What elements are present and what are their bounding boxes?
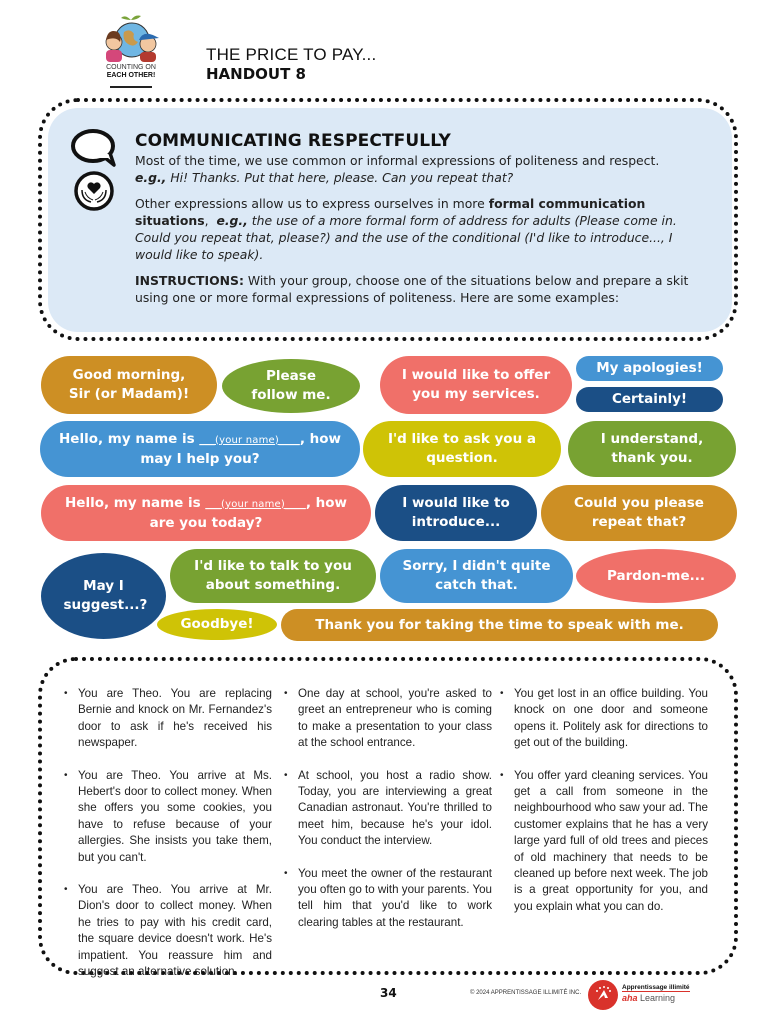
p2-start: Other expressions allow us to express ourselves in more: [135, 196, 485, 211]
expression-goodbye: [157, 609, 277, 640]
p1-eg: e.g.,: [135, 170, 167, 185]
expression-introduce: [375, 485, 537, 541]
logo-underline: [110, 86, 152, 88]
brand-aha: aha: [622, 993, 638, 1003]
scenario-item: • You meet the owner of the restaurant you often go to with your parents. You tell him that you'd like to work clearing tables at the restaurant.: [284, 866, 492, 932]
globe-kids-icon: [98, 14, 164, 64]
instructions-label: INSTRUCTIONS:: [135, 273, 244, 288]
p1-text: Most of the time, we use common or informal expressions of politeness and respect.: [135, 153, 660, 168]
expression-text: [50, 430, 350, 469]
p2-bold: formal communication situations: [135, 196, 646, 228]
expression-sorry-catch: [380, 549, 573, 603]
expression-hello-today: [41, 485, 371, 541]
intro-paragraph-1: [135, 152, 695, 186]
counting-on-each-other-logo: [98, 14, 164, 92]
name-blank: ___(your name)____: [199, 434, 300, 446]
scenarios-column-3: [500, 686, 708, 931]
expression-text: Please follow me.: [251, 368, 331, 403]
scenarios-column-2: [284, 686, 492, 947]
expression-hello-help: [40, 421, 360, 477]
expression-text: Thank you for taking the time to speak with me.: [315, 616, 684, 633]
logo-text: [98, 64, 164, 80]
expression-pardon-me: [576, 549, 736, 603]
scenario-item: • You are Theo. You arrive at Mr. Dion's door to collect money. When he tries to pay with his credit card, the square device doesn't work. He's impatient. You reassure him and suggest an alternative solution.: [64, 882, 272, 980]
brand-name: Apprentissage illimité: [622, 984, 690, 991]
logo-line-2: EACH OTHER!: [106, 72, 156, 79]
expression-offer-services: [380, 356, 572, 414]
expression-text: I'd like to ask you a question.: [388, 431, 536, 466]
brand-learning: Learning: [640, 993, 676, 1003]
expression-understand: [568, 421, 736, 477]
expression-text: I understand, thank you.: [600, 431, 704, 466]
expression-text: Certainly!: [611, 391, 688, 407]
expression-text-start: Hello, my name is: [64, 494, 201, 511]
scenarios-column-1: [64, 686, 272, 997]
copyright: © 2024 APPRENTISSAGE ILLIMITÉ INC.: [470, 990, 582, 996]
name-blank: ___(your name)____: [205, 498, 306, 510]
p2-eg: e.g.,: [216, 213, 248, 228]
expression-thank-you-time: [281, 609, 718, 641]
expression-text-start: Hello, my name is: [58, 430, 195, 447]
brand-mark-icon: [588, 980, 618, 1010]
expression-text: May I suggest...?: [63, 578, 148, 613]
scenario-item: • You get lost in an office building. You knock on one door and someone opens it. Politely ask for directions to get out of the building.: [500, 686, 708, 752]
expression-my-apologies: [576, 356, 723, 381]
scenario-item: • You offer yard cleaning services. You get a call from someone in the neighbourhood who saw your ad. The customer explains that he has a very large yard full of old trees and pieces of old machinery that needs to be cleaned up before next week. The job is a great opportunity for you, and you explain what you can do.: [500, 768, 708, 916]
expression-text: I'd like to talk to you about something.: [194, 558, 352, 593]
intro-paragraph-2: Other expressions allow us to express ourselves in more formal communication situations, e.g., the use of a more formal form of address for adults (Please come in. Could you repeat that, please?) and the use of the conditional (I'd like to introduce..., I would like to speak).: [135, 196, 677, 262]
expression-text-end: , how may I help you?: [140, 430, 341, 467]
instructions-text: With your group, choose one of the situations below and prepare a skit using one or more formal expressions of politeness. Here are some examples:: [135, 273, 689, 305]
expression-text: I would like to introduce...: [402, 495, 510, 530]
heart-hands-icon: [73, 170, 115, 212]
aha-learning-logo-icon: [588, 980, 618, 1010]
expression-text: [51, 494, 361, 533]
scenario-item: • You are Theo. You arrive at Ms. Hebert's door to collect money. When she offers you some cookies, you have to refuse because of your allergies. She insists you take them, but you can't.: [64, 768, 272, 866]
expression-text: Could you please repeat that?: [574, 495, 704, 530]
speech-bubble-icon: [70, 127, 120, 171]
p2-rest: the use of a more formal form of address for adults (Please come in. Could you repeat that, please?) and the use of the conditional (I'd like to introduce..., I would like to speak).: [135, 213, 677, 262]
expression-text: Sorry, I didn't quite catch that.: [402, 558, 551, 593]
logo-line-1: COUNTING ON: [106, 64, 156, 71]
expression-text-end: , how are you today?: [149, 494, 347, 531]
expression-good-morning: [41, 356, 217, 414]
expression-please-follow: [222, 359, 360, 413]
expression-repeat-that: [541, 485, 737, 541]
page-title: THE PRICE TO PAY...: [206, 45, 377, 64]
expression-text: Pardon-me...: [606, 567, 706, 584]
intro-text: [135, 152, 695, 315]
p1-example: Hi! Thanks. Put that here, please. Can you repeat that?: [170, 170, 514, 185]
expression-may-i-suggest: [41, 553, 166, 639]
scenario-item: • One day at school, you're asked to greet an entrepreneur who is coming to make a presentation to your class at the school entrance.: [284, 686, 492, 752]
instructions-paragraph: [135, 272, 695, 306]
section-title: COMMUNICATING RESPECTFULLY: [135, 131, 451, 151]
brand-tagline: [622, 993, 675, 1003]
page-number: 34: [380, 986, 397, 1000]
expression-text: Good morning, Sir (or Madam)!: [68, 367, 190, 402]
scenario-item: • You are Theo. You are replacing Bernie and knock on Mr. Fernandez's door to ask if he's received his newspaper.: [64, 686, 272, 752]
expression-certainly: [576, 387, 723, 412]
expression-talk-about: [170, 549, 376, 603]
scenario-item: • At school, you host a radio show. Today, you are interviewing a great Canadian astronaut. You're thrilled to meet him, because he's your idol. You conduct the interview.: [284, 768, 492, 850]
expression-text: My apologies!: [596, 360, 703, 376]
expression-text: Goodbye!: [180, 616, 254, 632]
expression-ask-question: [363, 421, 561, 477]
expression-text: I would like to offer you my services.: [401, 367, 551, 402]
handout-label: HANDOUT 8: [206, 65, 306, 83]
